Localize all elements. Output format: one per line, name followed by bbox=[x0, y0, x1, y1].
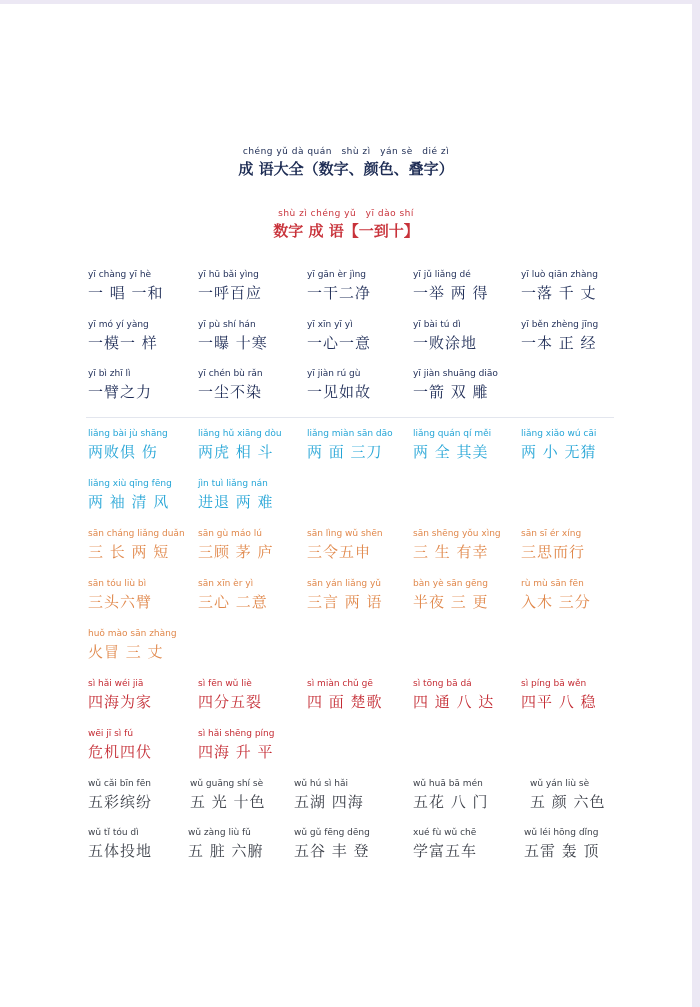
idiom-item bbox=[413, 318, 523, 354]
idiom-pinyin: yī bì zhī lì bbox=[88, 369, 131, 379]
idiom-item bbox=[413, 577, 523, 613]
idiom-text: 一干二净 bbox=[307, 284, 372, 302]
idiom-item bbox=[413, 367, 523, 403]
idiom-text: 一败涂地 bbox=[413, 334, 478, 352]
idiom-item bbox=[307, 577, 417, 613]
idiom-pinyin: sān sī ér xíng bbox=[521, 529, 582, 539]
idiom-text: 两 袖 清 风 bbox=[88, 493, 170, 511]
idiom-pinyin: wǔ zàng liù fǔ bbox=[188, 828, 251, 838]
idiom-text: 一曝 十寒 bbox=[198, 334, 268, 352]
idiom-pinyin: wǔ cǎi bīn fēn bbox=[88, 779, 151, 789]
idiom-pinyin: huǒ mào sān zhàng bbox=[88, 629, 177, 639]
idiom-row bbox=[0, 367, 692, 409]
idiom-item bbox=[307, 268, 417, 304]
idiom-text: 五雷 轰 顶 bbox=[524, 842, 600, 860]
idiom-item bbox=[88, 777, 198, 813]
idiom-pinyin: liǎng bài jù shāng bbox=[88, 429, 168, 439]
idiom-item bbox=[198, 577, 308, 613]
idiom-row bbox=[0, 826, 692, 868]
idiom-item bbox=[198, 677, 308, 713]
idiom-pinyin: yī jiàn rú gù bbox=[307, 369, 361, 379]
idiom-pinyin: yī pù shí hán bbox=[198, 320, 256, 330]
idiom-row bbox=[0, 318, 692, 360]
idiom-item bbox=[413, 677, 523, 713]
idiom-text: 五 光 十色 bbox=[190, 793, 266, 811]
idiom-pinyin: sān lìng wǔ shēn bbox=[307, 529, 383, 539]
idiom-item bbox=[530, 777, 640, 813]
idiom-item bbox=[307, 677, 417, 713]
idiom-pinyin: sì fēn wǔ liè bbox=[198, 679, 252, 689]
idiom-item bbox=[294, 826, 404, 862]
idiom-row bbox=[0, 268, 692, 310]
idiom-text: 三顾 茅 庐 bbox=[198, 543, 274, 561]
page-title-text: 成 语大全（数字、颜色、叠字） bbox=[238, 160, 454, 178]
idiom-item bbox=[413, 268, 523, 304]
idiom-text: 三 长 两 短 bbox=[88, 543, 170, 561]
idiom-item bbox=[521, 677, 631, 713]
idiom-item bbox=[88, 367, 198, 403]
idiom-text: 五体投地 bbox=[88, 842, 153, 860]
idiom-text: 五彩缤纷 bbox=[88, 793, 153, 811]
idiom-row bbox=[0, 727, 692, 769]
idiom-pinyin: yī luò qiān zhàng bbox=[521, 270, 598, 280]
idiom-row bbox=[0, 677, 692, 719]
idiom-item bbox=[88, 677, 198, 713]
idiom-item bbox=[307, 527, 417, 563]
idiom-item bbox=[413, 777, 523, 813]
section-divider bbox=[86, 417, 614, 418]
idiom-pinyin: sì tōng bā dá bbox=[413, 679, 472, 689]
idiom-text: 一箭 双 雕 bbox=[413, 383, 489, 401]
idiom-text: 四海为家 bbox=[88, 693, 153, 711]
idiom-pinyin: sì hǎi wéi jiā bbox=[88, 679, 144, 689]
idiom-pinyin: sān shēng yǒu xìng bbox=[413, 529, 501, 539]
idiom-pinyin: bàn yè sān gēng bbox=[413, 579, 488, 589]
document-page bbox=[0, 4, 692, 1007]
idiom-item bbox=[521, 268, 631, 304]
idiom-item bbox=[88, 477, 198, 513]
idiom-pinyin: liǎng xiǎo wú cāi bbox=[521, 429, 597, 439]
idiom-pinyin: xué fù wǔ chē bbox=[413, 828, 477, 838]
idiom-item bbox=[88, 268, 198, 304]
idiom-item bbox=[198, 527, 308, 563]
idiom-pinyin: sì hǎi shēng píng bbox=[198, 729, 275, 739]
idiom-text: 五湖 四海 bbox=[294, 793, 364, 811]
idiom-text: 三言 两 语 bbox=[307, 593, 383, 611]
idiom-text: 五花 八 门 bbox=[413, 793, 489, 811]
idiom-text: 两败俱 伤 bbox=[88, 443, 158, 461]
idiom-item bbox=[198, 477, 308, 513]
idiom-pinyin: yī jǔ liǎng dé bbox=[413, 270, 471, 280]
idiom-text: 三心 二意 bbox=[198, 593, 268, 611]
idiom-pinyin: yī gān èr jìng bbox=[307, 270, 366, 280]
idiom-text: 五 颜 六色 bbox=[530, 793, 606, 811]
idiom-pinyin: wēi jī sì fú bbox=[88, 729, 134, 739]
idiom-pinyin: liǎng xiù qīng fēng bbox=[88, 479, 172, 489]
idiom-text: 入木 三分 bbox=[521, 593, 591, 611]
idiom-pinyin: wǔ gǔ fēng dēng bbox=[294, 828, 370, 838]
idiom-row bbox=[0, 427, 692, 469]
idiom-pinyin: yī bài tú dì bbox=[413, 320, 461, 330]
idiom-item bbox=[198, 427, 308, 463]
idiom-text: 一见如故 bbox=[307, 383, 372, 401]
idiom-text: 进退 两 难 bbox=[198, 493, 274, 511]
idiom-pinyin: wǔ yán liù sè bbox=[530, 779, 590, 789]
idiom-pinyin: wǔ guāng shí sè bbox=[190, 779, 264, 789]
idiom-pinyin: sān tóu liù bì bbox=[88, 579, 147, 589]
idiom-item bbox=[307, 367, 417, 403]
page-title bbox=[0, 144, 692, 179]
idiom-text: 四 面 楚歌 bbox=[307, 693, 383, 711]
idiom-item bbox=[521, 318, 631, 354]
idiom-item bbox=[307, 427, 417, 463]
idiom-pinyin: yī xīn yī yì bbox=[307, 320, 353, 330]
idiom-item bbox=[88, 427, 198, 463]
idiom-text: 危机四伏 bbox=[88, 743, 153, 761]
idiom-text: 学富五车 bbox=[413, 842, 478, 860]
idiom-item bbox=[198, 727, 308, 763]
idiom-pinyin: liǎng hǔ xiāng dòu bbox=[198, 429, 282, 439]
idiom-text: 一呼百应 bbox=[198, 284, 263, 302]
idiom-item bbox=[88, 627, 198, 663]
idiom-pinyin: wǔ léi hōng dǐng bbox=[524, 828, 599, 838]
idiom-text: 一模一 样 bbox=[88, 334, 158, 352]
idiom-pinyin: yī chén bù rǎn bbox=[198, 369, 263, 379]
page-title-pinyin: chéng yǔ dà quán shù zì yán sè dié zì bbox=[242, 147, 450, 157]
idiom-text: 两 面 三刀 bbox=[307, 443, 383, 461]
idiom-text: 两 全 其美 bbox=[413, 443, 489, 461]
idiom-item bbox=[524, 826, 634, 862]
idiom-item bbox=[198, 367, 308, 403]
idiom-text: 一臂之力 bbox=[88, 383, 153, 401]
idiom-pinyin: liǎng quán qí měi bbox=[413, 429, 492, 439]
idiom-pinyin: yī chàng yī hè bbox=[88, 270, 152, 280]
idiom-item bbox=[88, 577, 198, 613]
idiom-text: 一尘不染 bbox=[198, 383, 263, 401]
idiom-pinyin: wǔ hú sì hǎi bbox=[294, 779, 348, 789]
idiom-item bbox=[88, 826, 198, 862]
idiom-item bbox=[413, 826, 523, 862]
idiom-pinyin: yī běn zhèng jīng bbox=[521, 320, 599, 330]
idiom-item bbox=[190, 777, 300, 813]
idiom-pinyin: rù mù sān fēn bbox=[521, 579, 584, 589]
idiom-item bbox=[198, 318, 308, 354]
idiom-text: 一心一意 bbox=[307, 334, 372, 352]
idiom-text: 半夜 三 更 bbox=[413, 593, 489, 611]
idiom-item bbox=[521, 527, 631, 563]
idiom-text: 三思而行 bbox=[521, 543, 586, 561]
idiom-item bbox=[188, 826, 298, 862]
idiom-pinyin: yī jiàn shuāng diāo bbox=[413, 369, 498, 379]
idiom-text: 一落 千 丈 bbox=[521, 284, 597, 302]
idiom-text: 火冒 三 丈 bbox=[88, 643, 164, 661]
idiom-item bbox=[521, 427, 631, 463]
idiom-text: 一 唱 一和 bbox=[88, 284, 164, 302]
idiom-text: 两虎 相 斗 bbox=[198, 443, 274, 461]
section-title-text: 数字 成 语【一到十】 bbox=[273, 222, 419, 240]
section-title-pinyin: shù zì chéng yǔ yī dào shí bbox=[278, 209, 414, 219]
idiom-text: 四平 八 稳 bbox=[521, 693, 597, 711]
idiom-text: 五 脏 六腑 bbox=[188, 842, 264, 860]
idiom-text: 五谷 丰 登 bbox=[294, 842, 370, 860]
idiom-pinyin: wǔ huā bā mén bbox=[413, 779, 483, 789]
section-title bbox=[0, 206, 692, 241]
idiom-pinyin: liǎng miàn sān dāo bbox=[307, 429, 393, 439]
idiom-text: 四 通 八 达 bbox=[413, 693, 495, 711]
idiom-item bbox=[413, 527, 523, 563]
idiom-item bbox=[88, 527, 198, 563]
idiom-row bbox=[0, 627, 692, 669]
idiom-text: 一本 正 经 bbox=[521, 334, 597, 352]
idiom-pinyin: jìn tuì liǎng nán bbox=[198, 479, 268, 489]
idiom-pinyin: sì miàn chǔ gē bbox=[307, 679, 373, 689]
idiom-row bbox=[0, 777, 692, 819]
idiom-text: 两 小 无猜 bbox=[521, 443, 597, 461]
idiom-pinyin: sì píng bā wěn bbox=[521, 679, 587, 689]
idiom-item bbox=[521, 577, 631, 613]
idiom-text: 三令五申 bbox=[307, 543, 372, 561]
idiom-pinyin: yī mó yí yàng bbox=[88, 320, 149, 330]
idiom-pinyin: yī hū bǎi yìng bbox=[198, 270, 259, 280]
idiom-row bbox=[0, 527, 692, 569]
idiom-pinyin: sān yán liǎng yǔ bbox=[307, 579, 381, 589]
idiom-item bbox=[307, 318, 417, 354]
idiom-item bbox=[294, 777, 404, 813]
idiom-pinyin: wǔ tǐ tóu dì bbox=[88, 828, 139, 838]
idiom-item bbox=[198, 268, 308, 304]
idiom-item bbox=[413, 427, 523, 463]
idiom-pinyin: sān xīn èr yì bbox=[198, 579, 254, 589]
idiom-pinyin: sān gù máo lú bbox=[198, 529, 262, 539]
idiom-text: 三头六臂 bbox=[88, 593, 153, 611]
idiom-row bbox=[0, 477, 692, 519]
idiom-item bbox=[88, 727, 198, 763]
idiom-item bbox=[88, 318, 198, 354]
idiom-row bbox=[0, 577, 692, 619]
idiom-text: 一举 两 得 bbox=[413, 284, 489, 302]
idiom-text: 四海 升 平 bbox=[198, 743, 274, 761]
idiom-pinyin: sān cháng liǎng duǎn bbox=[88, 529, 185, 539]
idiom-text: 四分五裂 bbox=[198, 693, 263, 711]
idiom-text: 三 生 有幸 bbox=[413, 543, 489, 561]
